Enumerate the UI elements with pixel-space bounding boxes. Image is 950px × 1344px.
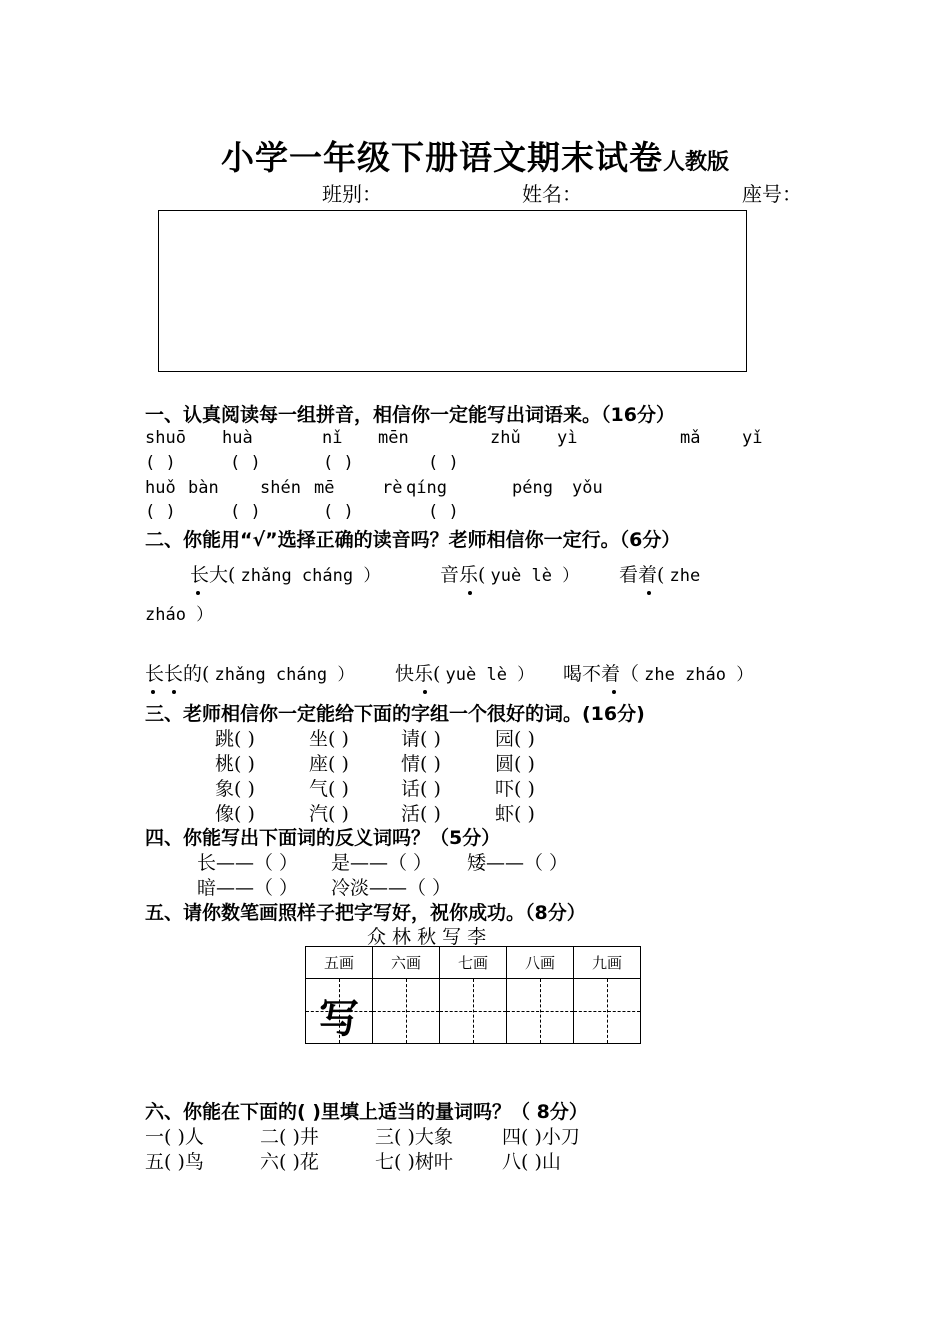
answer-blank[interactable]: ( ) <box>323 453 354 473</box>
word-group-item[interactable]: 气( ) <box>309 778 349 800</box>
emphasis-dot <box>647 591 651 595</box>
word-group-item[interactable]: 请( ) <box>401 728 441 750</box>
emphasis-dot <box>172 690 176 694</box>
answer-blank[interactable]: ( ) <box>428 453 459 473</box>
emphasis-dot <box>151 690 155 694</box>
title-main: 小学一年级下册语文期末试卷 <box>220 138 663 177</box>
pinyin-1a: shuō <box>145 428 186 448</box>
antonym-item[interactable]: 暗——（ ） <box>197 877 299 899</box>
word-group-item[interactable]: 情( ) <box>401 753 441 775</box>
measure-word-item[interactable]: 一( )人 <box>145 1126 204 1148</box>
reading-options[interactable]: zhǎng cháng ） <box>240 566 381 586</box>
word-group-item[interactable]: 话( ) <box>401 778 441 800</box>
antonym-item[interactable]: 矮——（ ） <box>467 852 569 874</box>
measure-word-item[interactable]: 四( )小刀 <box>502 1126 580 1148</box>
pinyin-7a: rè <box>382 478 403 498</box>
writing-cell[interactable] <box>373 979 440 1044</box>
pinyin-4b: yǐ <box>742 428 763 448</box>
name-label: 姓名： <box>522 182 582 206</box>
answer-blank[interactable]: ( ) <box>145 453 176 473</box>
writing-cell[interactable] <box>507 979 574 1044</box>
measure-word-item[interactable]: 六( )花 <box>260 1151 319 1173</box>
pinyin-6b: mē <box>314 478 335 498</box>
emphasis-dot <box>468 591 472 595</box>
reading-options[interactable]: yuè lè ） <box>490 566 580 586</box>
page-title <box>0 132 950 179</box>
reading-item <box>619 560 700 587</box>
word-group-item[interactable]: 圆( ) <box>495 753 535 775</box>
section1-heading: 一、认真阅读每一组拼音，相信你一定能写出词语来。（16分） <box>145 404 675 426</box>
measure-word-item[interactable]: 三( )大象 <box>375 1126 453 1148</box>
word-group-item[interactable]: 吓( ) <box>495 778 535 800</box>
sample-character: 写 <box>319 995 359 1042</box>
reading-options[interactable]: zhe zháo ） <box>644 665 754 685</box>
pinyin-7b: qíng <box>406 478 447 498</box>
word-group-item[interactable]: 跳( ) <box>215 728 255 750</box>
section2-heading: 二、你能用“√”选择正确的读音吗？老师相信你一定行。（6分） <box>145 529 681 551</box>
emphasis-dot <box>423 690 427 694</box>
pinyin-6a: shén <box>260 478 301 498</box>
pinyin-8a: péng <box>512 478 553 498</box>
answer-blank[interactable]: ( ) <box>145 502 176 522</box>
stroke-count-grid <box>305 946 641 1044</box>
word-group-item[interactable]: 汽( ) <box>309 803 349 825</box>
blank-answer-box <box>158 210 747 372</box>
answer-blank[interactable]: ( ) <box>230 453 261 473</box>
word-group-item[interactable]: 坐( ) <box>309 728 349 750</box>
answer-blank[interactable]: ( ) <box>230 502 261 522</box>
pinyin-4a: mǎ <box>680 428 701 448</box>
writing-cell[interactable] <box>440 979 507 1044</box>
reading-item <box>145 659 354 686</box>
reading-word: 长大( <box>190 564 236 586</box>
grid-header: 七画 <box>440 947 507 979</box>
pinyin-5a: huǒ <box>145 478 176 498</box>
reading-word: 长长的( <box>145 663 210 685</box>
pinyin-3a: zhǔ <box>490 428 521 448</box>
section4-heading: 四、你能写出下面词的反义词吗？（5分） <box>145 827 501 849</box>
reading-options[interactable]: yuè lè ） <box>445 665 535 685</box>
grid-header: 九画 <box>574 947 641 979</box>
grid-header: 六画 <box>373 947 440 979</box>
antonym-item[interactable]: 是——（ ） <box>331 852 433 874</box>
reading-item <box>563 659 753 686</box>
word-group-item[interactable]: 座( ) <box>309 753 349 775</box>
antonym-item[interactable]: 长——（ ） <box>197 852 299 874</box>
pinyin-2a: nǐ <box>322 428 343 448</box>
emphasis-dot <box>196 591 200 595</box>
emphasis-dot <box>612 690 616 694</box>
word-group-item[interactable]: 园( ) <box>495 728 535 750</box>
antonym-item[interactable]: 冷淡——（ ） <box>331 877 452 899</box>
grid-header: 八画 <box>507 947 574 979</box>
measure-word-item[interactable]: 五( )鸟 <box>145 1151 204 1173</box>
stroke-chars: 众 林 秋 写 李 <box>367 926 487 948</box>
grid-header: 五画 <box>306 947 373 979</box>
pinyin-1b: huà <box>222 428 253 448</box>
section6-heading: 六、你能在下面的( )里填上适当的量词吗？（ 8分） <box>145 1101 588 1123</box>
answer-blank[interactable]: ( ) <box>428 502 459 522</box>
reading-item <box>190 560 380 587</box>
measure-word-item[interactable]: 八( )山 <box>502 1151 561 1173</box>
word-group-item[interactable]: 桃( ) <box>215 753 255 775</box>
reading-options[interactable]: zhǎng cháng ） <box>214 665 355 685</box>
section3-heading: 三、老师相信你一定能给下面的字组一个很好的词。(16分) <box>145 703 645 725</box>
writing-cell[interactable] <box>306 979 373 1044</box>
reading-options[interactable]: zhe <box>669 566 701 586</box>
reading-word: 看着( <box>619 564 665 586</box>
answer-blank[interactable]: ( ) <box>323 502 354 522</box>
word-group-item[interactable]: 虾( ) <box>495 803 535 825</box>
word-group-item[interactable]: 活( ) <box>401 803 441 825</box>
measure-word-item[interactable]: 七( )树叶 <box>375 1151 453 1173</box>
word-group-item[interactable]: 象( ) <box>215 778 255 800</box>
reading-word: 快乐( <box>395 663 441 685</box>
section5-heading: 五、请你数笔画照样子把字写好，祝你成功。（8分） <box>145 902 586 924</box>
reading-item <box>395 659 534 686</box>
pinyin-2b: mēn <box>378 428 409 448</box>
reading-word: 喝不着（ <box>563 663 640 685</box>
word-group-item[interactable]: 像( ) <box>215 803 255 825</box>
reading-word: 音乐( <box>440 564 486 586</box>
class-label: 班别： <box>322 182 382 206</box>
pinyin-3b: yì <box>557 428 578 448</box>
pinyin-5b: bàn <box>188 478 219 498</box>
reading-options[interactable]: zháo ） <box>145 605 214 625</box>
reading-item <box>440 560 579 587</box>
measure-word-item[interactable]: 二( )井 <box>260 1126 319 1148</box>
title-edition: 人教版 <box>662 150 729 175</box>
seat-label: 座号： <box>742 182 802 206</box>
writing-cell[interactable] <box>574 979 641 1044</box>
pinyin-8b: yǒu <box>572 478 603 498</box>
